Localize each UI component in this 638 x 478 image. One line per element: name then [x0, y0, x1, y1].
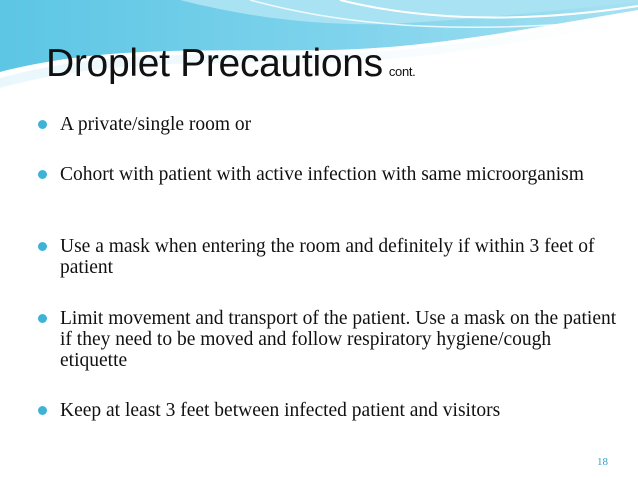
bullet-dot-icon [38, 406, 47, 415]
slide-title [46, 42, 416, 86]
bullet-text: Cohort with patient with active infection with same microorganism [60, 164, 584, 185]
bullet-text: Keep at least 3 feet between infected patient and visitors [60, 400, 501, 421]
bullet-item [38, 236, 618, 278]
bullet-item [38, 400, 618, 421]
bullet-text: Use a mask when entering the room and definitely if within 3 feet of patient [60, 236, 595, 278]
bullet-item [38, 114, 618, 135]
bullet-dot-icon [38, 170, 47, 179]
slide-title-suffix: cont. [388, 64, 416, 79]
bullet-dot-icon [38, 242, 47, 251]
bullet-item [38, 308, 618, 371]
page-number: 18 [597, 456, 608, 468]
bullet-dot-icon [38, 120, 47, 129]
bullet-dot-icon [38, 314, 47, 323]
bullet-text: A private/single room or [60, 114, 252, 135]
slide-title-main: Droplet Precautions [46, 42, 383, 85]
bullet-text: Limit movement and transport of the patient. Use a mask on the patient if they need to be moved and follow respiratory hygiene/cough etiquette [60, 308, 617, 371]
bullet-item [38, 164, 618, 185]
